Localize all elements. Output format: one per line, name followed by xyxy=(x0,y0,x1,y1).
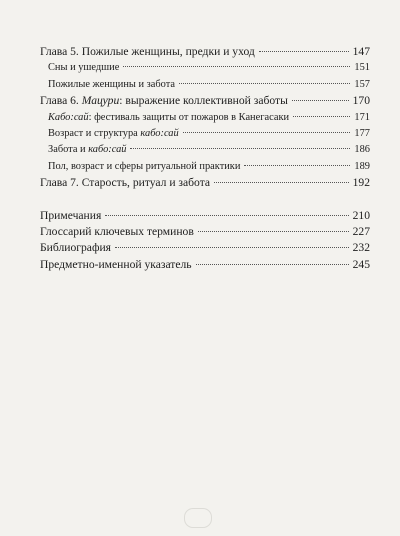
section-gap xyxy=(40,192,370,208)
toc-entry-title xyxy=(48,142,126,158)
toc-entry-section xyxy=(40,159,370,175)
toc-page-number: 170 xyxy=(352,94,370,108)
toc-entry-title: Пол, возраст и сферы ритуальной практики xyxy=(48,160,241,172)
dot-leader xyxy=(259,51,349,52)
dot-leader xyxy=(130,148,350,149)
toc-entry-glossary xyxy=(40,224,370,240)
dot-leader xyxy=(293,116,350,117)
table-of-contents xyxy=(40,44,370,273)
toc-entry-section xyxy=(40,110,370,126)
title-prefix: Глава 6. xyxy=(40,94,82,108)
title-prefix: Забота и xyxy=(48,144,89,156)
toc-page-number: 245 xyxy=(352,257,370,271)
toc-page-number: 192 xyxy=(352,176,370,190)
toc-entry-title: Сны и ушедшие xyxy=(48,62,120,74)
toc-entry-bibliography xyxy=(40,240,370,256)
toc-entry-notes xyxy=(40,208,370,224)
toc-entry-chapter-5 xyxy=(40,44,370,60)
toc-entry-title: Пожилые женщины и забота xyxy=(48,78,175,90)
dot-leader xyxy=(115,247,349,248)
dot-leader xyxy=(292,100,349,101)
title-prefix: Возраст и структура xyxy=(48,127,141,139)
toc-page-number: 232 xyxy=(352,241,370,255)
toc-entry-section xyxy=(40,60,370,76)
toc-entry-title xyxy=(40,93,288,109)
dot-leader xyxy=(198,231,349,232)
bleed-through-page-mark xyxy=(184,508,212,528)
toc-entry-section xyxy=(40,126,370,142)
toc-entry-title xyxy=(48,110,289,126)
toc-entry-title: Примечания xyxy=(40,208,102,222)
title-italic-term: Мацури xyxy=(81,94,120,108)
toc-page-number: 227 xyxy=(352,224,370,238)
toc-entry-section xyxy=(40,77,370,93)
toc-entry-title xyxy=(48,126,179,142)
title-italic-term: Кабо:сай xyxy=(48,111,89,123)
toc-entry-title: Предметно-именной указатель xyxy=(40,257,192,271)
toc-page-number: 151 xyxy=(354,62,370,74)
toc-entry-title: Глава 5. Пожилые женщины, предки и уход xyxy=(40,45,255,58)
toc-page-number: 157 xyxy=(354,78,370,90)
dot-leader xyxy=(214,182,349,183)
toc-page-number: 189 xyxy=(354,160,370,172)
dot-leader xyxy=(183,132,351,133)
toc-page-number: 177 xyxy=(354,127,370,139)
toc-entry-title: Глава 7. Старость, ритуал и забота xyxy=(40,176,211,190)
toc-entry-chapter-7 xyxy=(40,175,370,191)
dot-leader xyxy=(179,83,350,84)
dot-leader xyxy=(105,215,348,216)
toc-page-number: 186 xyxy=(354,144,370,156)
dot-leader xyxy=(244,165,350,166)
dot-leader xyxy=(123,66,350,67)
toc-page-number: 147 xyxy=(352,45,370,58)
title-italic-term: кабо:сай xyxy=(88,144,127,156)
toc-entry-section xyxy=(40,142,370,158)
toc-entry-index xyxy=(40,257,370,273)
toc-page-number: 210 xyxy=(352,208,370,222)
title-suffix: : фестиваль защиты от пожаров в Канегасаки xyxy=(88,111,290,123)
title-italic-term: кабо:сай xyxy=(140,127,179,139)
toc-page-number: 171 xyxy=(354,111,370,123)
toc-entry-title: Глоссарий ключевых терминов xyxy=(40,224,194,238)
toc-entry-title: Библиография xyxy=(40,241,112,255)
dot-leader xyxy=(196,264,349,265)
title-suffix: : выражение коллективной заботы xyxy=(119,94,288,108)
toc-entry-chapter-6 xyxy=(40,93,370,109)
